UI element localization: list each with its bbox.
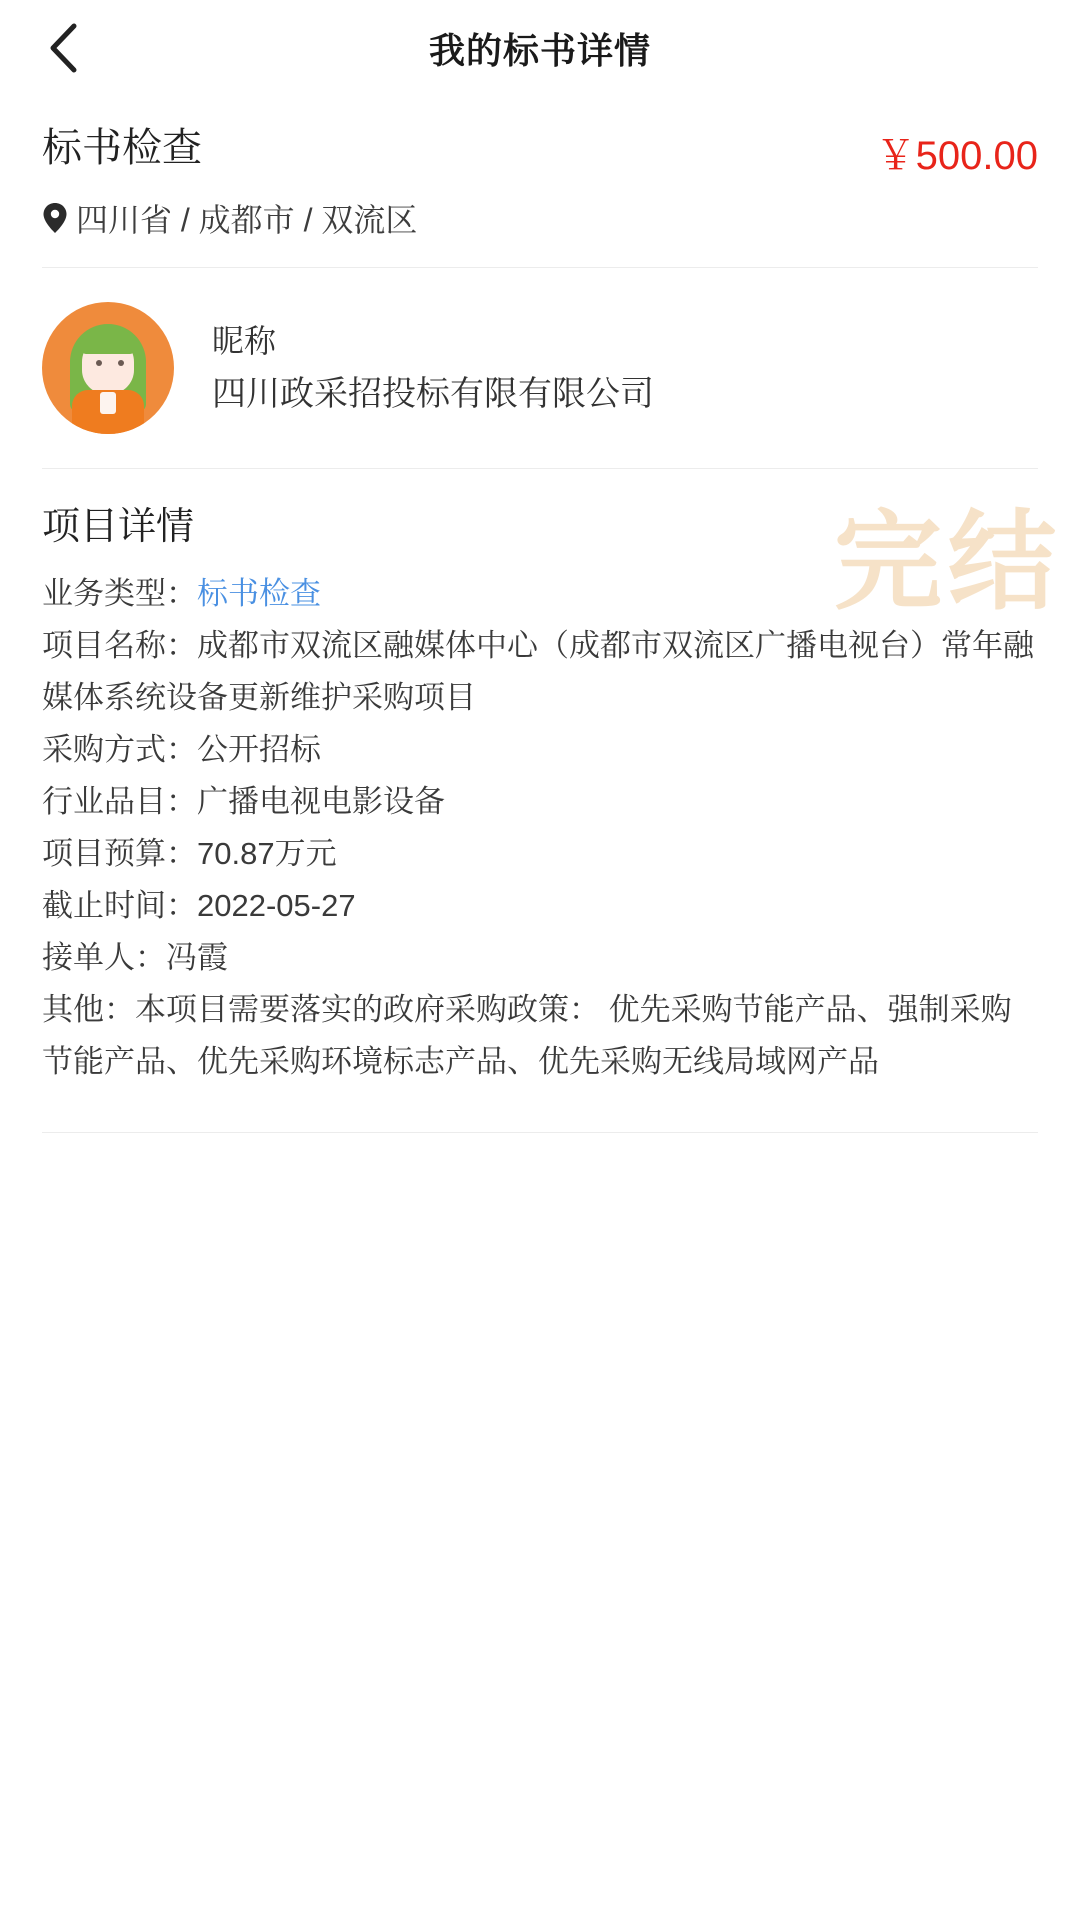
detail-value: 70.87万元 xyxy=(197,836,337,871)
project-detail-body xyxy=(42,495,1038,1088)
order-summary xyxy=(0,96,1080,267)
user-nickname-label: 昵称 xyxy=(212,322,277,359)
detail-row xyxy=(42,880,1038,932)
detail-label: 项目名称： xyxy=(42,628,197,663)
detail-row xyxy=(42,932,1038,984)
user-block[interactable] xyxy=(0,268,1080,468)
detail-value: 公开招标 xyxy=(197,732,321,767)
detail-row xyxy=(42,828,1038,880)
detail-row xyxy=(42,620,1038,724)
user-avatar-icon xyxy=(42,302,174,434)
detail-value[interactable]: 标书检查 xyxy=(197,576,321,611)
user-text xyxy=(212,317,654,420)
service-name: 标书检查 xyxy=(42,126,202,170)
summary-top-row xyxy=(42,124,1038,181)
detail-label: 项目预算： xyxy=(42,836,197,871)
page-title: 我的标书详情 xyxy=(428,29,651,71)
detail-value: 成都市双流区融媒体中心（成都市双流区广播电视台）常年融媒体系统设备更新维护采购项目 xyxy=(42,628,1034,715)
detail-row xyxy=(42,984,1038,1088)
section-title: 项目详情 xyxy=(42,506,195,548)
detail-label: 截止时间： xyxy=(42,888,197,923)
detail-value: 本项目需要落实的政府采购政策： 优先采购节能产品、强制采购节能产品、优先采购环境标志产品、优先采购无线局域网产品 xyxy=(42,992,1012,1079)
user-company-name: 四川政采招投标有限有限公司 xyxy=(212,374,654,413)
detail-value: 广播电视电影设备 xyxy=(197,784,445,819)
service-price: ￥500.00 xyxy=(875,134,1038,178)
detail-label: 接单人： xyxy=(42,940,166,975)
detail-label: 行业品目： xyxy=(42,784,197,819)
detail-label: 采购方式： xyxy=(42,732,197,767)
detail-value: 2022-05-27 xyxy=(197,888,356,923)
detail-label: 其他： xyxy=(42,992,135,1027)
detail-row xyxy=(42,568,1038,620)
status-watermark: 完结 xyxy=(833,501,1062,622)
map-pin-icon xyxy=(42,202,68,234)
detail-label: 业务类型： xyxy=(42,576,197,611)
chevron-left-icon xyxy=(46,20,80,76)
app-header xyxy=(0,0,1080,96)
detail-row xyxy=(42,724,1038,776)
detail-value: 冯霞 xyxy=(166,940,228,975)
location-text: 四川省 / 成都市 / 双流区 xyxy=(76,202,418,238)
back-button[interactable] xyxy=(34,19,92,77)
divider-bottom xyxy=(42,1132,1038,1133)
project-detail-section xyxy=(0,469,1080,1088)
location-row xyxy=(42,195,1038,241)
detail-row xyxy=(42,776,1038,828)
